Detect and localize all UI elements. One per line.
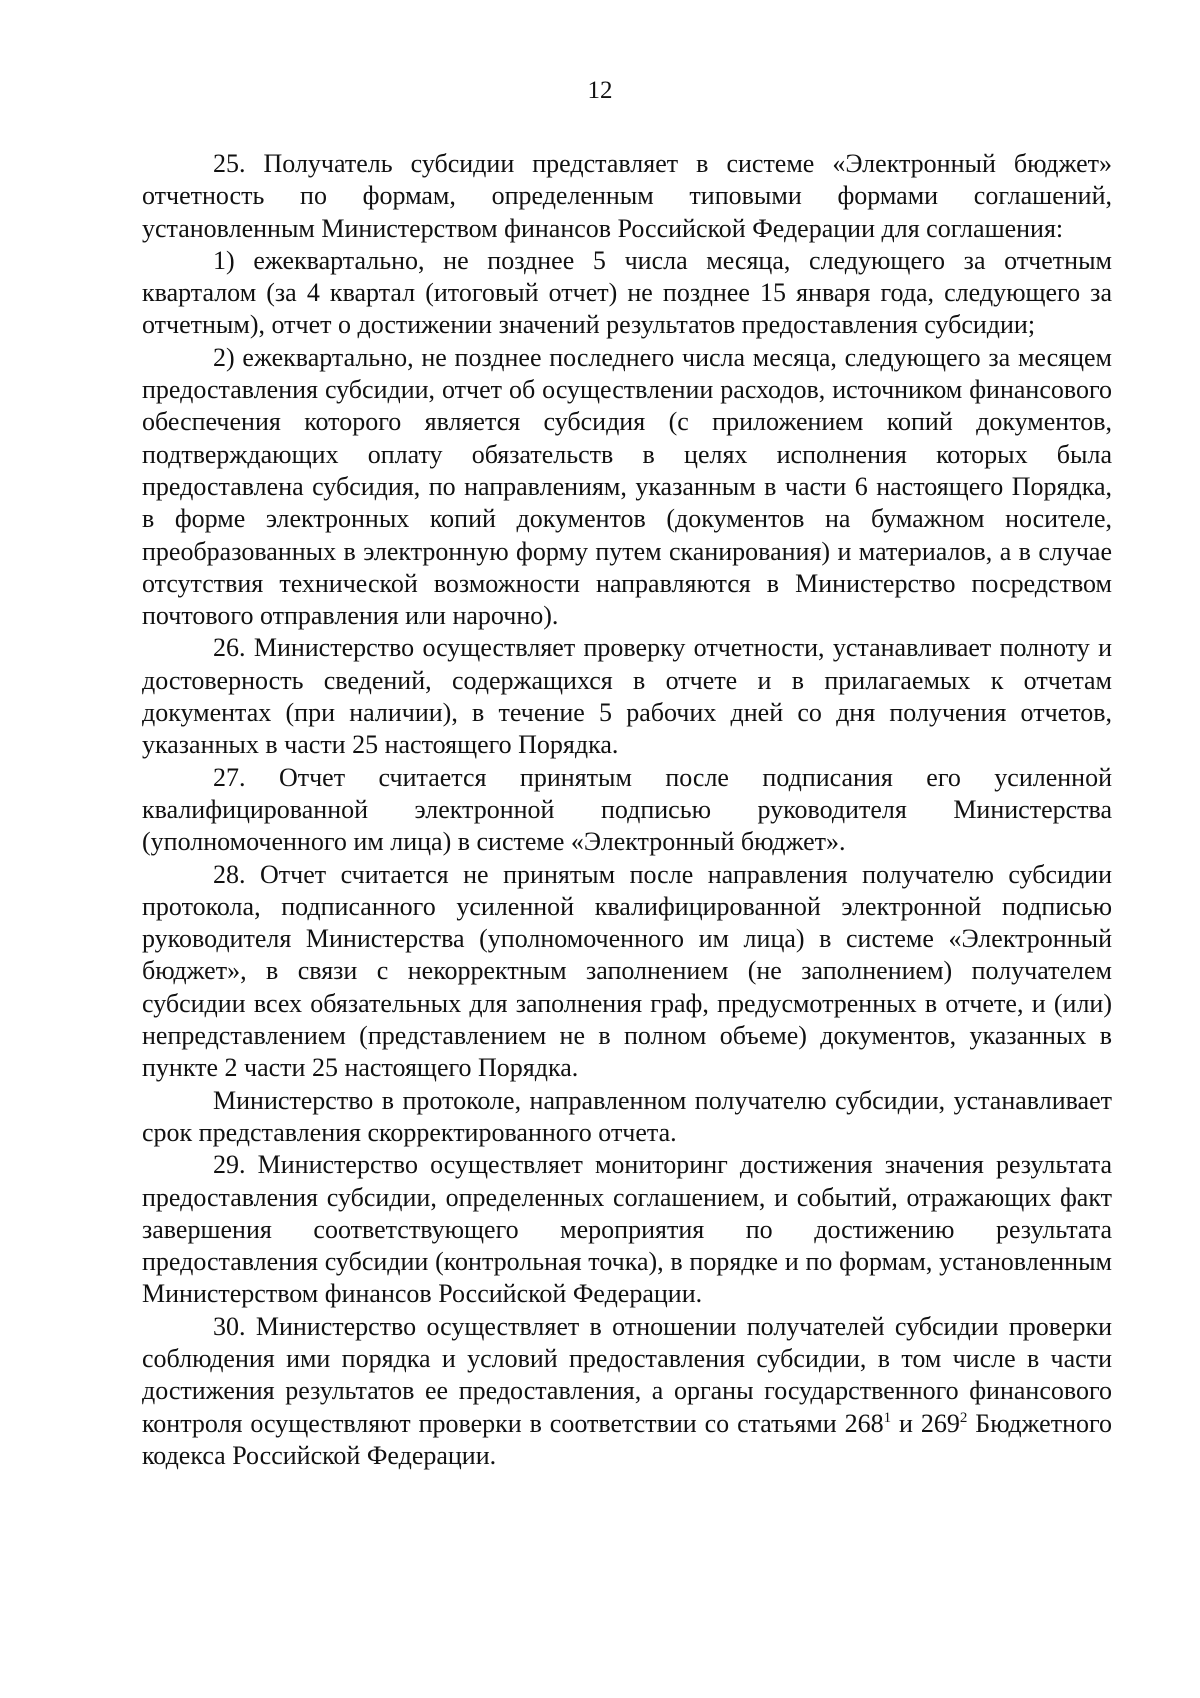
superscript-2: 2 (959, 1409, 968, 1426)
paragraph-25-item-1: 1) ежеквартально, не позднее 5 числа месяца, следующего за отчетным кварталом (за 4 квартал (итоговый отчет) не позднее 15 января года, следующего за отчетным), отчет о достижении значений результатов предоставления субсидии; (142, 245, 1112, 340)
paragraph-25-item-2: 2) ежеквартально, не позднее последнего числа месяца, следующего за месяцем предоставления субсидии, отчет об осуществлении расходов, источником финансового обеспечения которого является субсидия (с приложением копий документов, подтверждающих оплату обязательств в целях исполнения которых была предоставлена субсидия, по направлениям, указанным в части 6 настоящего Порядка, в форме электронных копий документов (документов на бумажном носителе, преобразованных в электронную форму путем сканирования) и материалов, а в случае отсутствия технической возможности направляются в Министерство посредством почтового отправления или нарочно). (142, 342, 1112, 631)
paragraph-28: 28. Отчет считается не принятым после направления получателю субсидии протокола, подписанного усиленной квалифицированной электронной подписью руководителя Министерства (уполномоченного им лица) в системе «Электронный бюджет», в связи с некорректным заполнением (не заполнением) получателем субсидии всех обязательных для заполнения граф, предусмотренных в отчете, и (или) непредставлением (представлением не в полном объеме) документов, указанных в пункте 2 части 25 настоящего Порядка. (142, 859, 1112, 1083)
superscript-1: 1 (883, 1409, 892, 1426)
paragraph-30-text-end: Бюджетного кодекса Российской Федерации. (142, 1408, 1113, 1470)
paragraph-27: 27. Отчет считается принятым после подписания его усиленной квалифицированной электронной подписью руководителя Министерства (уполномоченного им лица) в системе «Электронный бюджет». (142, 762, 1112, 857)
paragraph-28-continuation: Министерство в протоколе, направленном получателю субсидии, устанавливает срок представления скорректированного отчета. (142, 1085, 1112, 1147)
paragraph-30-text: 30. Министерство осуществляет в отношении получателей субсидии проверки соблюдения ими порядка и условий предоставления субсидии, в том числе в части достижения результатов ее предоставления, а органы государственного финансового контроля осуществляют проверки в соответствии со статьями 268 (142, 1311, 1112, 1438)
paragraph-25: 25. Получатель субсидии представляет в системе «Электронный бюджет» отчетность по формам, определенным типовыми формами соглашений, установленным Министерством финансов Российской Федерации для соглашения: (142, 149, 1112, 243)
document-body (142, 148, 1112, 1472)
paragraph-29: 29. Министерство осуществляет мониторинг достижения значения результата предоставления субсидии, определенных соглашением, и событий, отражающих факт завершения соответствующего мероприятия по достижению результата предоставления субсидии (контрольная точка), в порядке и по формам, установленным Министерством финансов Российской Федерации. (142, 1150, 1112, 1309)
paragraph-30-text-and: и 269 (891, 1408, 960, 1438)
paragraph-26: 26. Министерство осуществляет проверку отчетности, устанавливает полноту и достоверность сведений, содержащихся в отчете и в прилагаемых к отчетам документах (при наличии), в течение 5 рабочих дней со дня получения отчетов, указанных в части 25 настоящего Порядка. (142, 633, 1112, 760)
page-number: 12 (587, 77, 613, 104)
paragraph-30 (142, 1311, 1112, 1472)
